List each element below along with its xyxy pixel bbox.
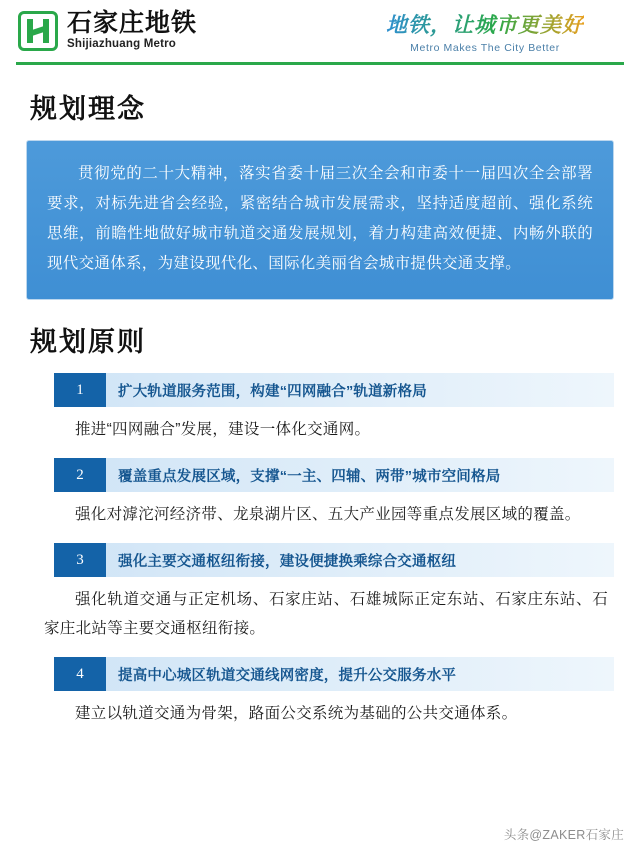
principle-item — [26, 458, 614, 529]
slogan-cn: 地铁，让城市更美好 — [386, 9, 584, 39]
principle-body: 强化对滹沱河经济带、龙泉湖片区、五大产业园等重点发展区域的覆盖。 — [75, 506, 581, 523]
principle-number: 1 — [54, 373, 106, 407]
section-title-principles: 规划原则 — [30, 327, 146, 357]
page-header — [0, 0, 640, 62]
section-title-concept: 规划理念 — [30, 94, 146, 124]
principle-heading: 扩大轨道服务范围，构建“四网融合”轨道新格局 — [118, 383, 427, 400]
principle-heading: 提高中心城区轨道交通线网密度，提升公交服务水平 — [118, 667, 457, 684]
logo-bar — [27, 24, 49, 37]
principle-number: 3 — [54, 543, 106, 577]
principle-item — [26, 373, 614, 444]
principle-heading: 强化主要交通枢纽衔接，建设便捷换乘综合交通枢纽 — [118, 553, 457, 570]
shijiazhuang-metro-logo-icon — [18, 11, 58, 51]
principles-list — [26, 373, 614, 728]
brand-text — [67, 11, 197, 51]
concept-box — [26, 140, 614, 300]
principle-header-bar — [54, 657, 614, 691]
brand-name-cn: 石家庄地铁 — [67, 9, 198, 38]
slogan-en: Metro Makes The City Better — [410, 41, 560, 54]
principle-item — [26, 543, 614, 643]
principle-item — [26, 657, 614, 728]
principle-body: 推进“四网融合”发展，建设一体化交通网。 — [75, 421, 371, 438]
principle-heading: 覆盖重点发展区域，支撑“一主、四辅、两带”城市空间格局 — [118, 468, 501, 485]
principle-number: 2 — [54, 458, 106, 492]
principle-header-bar — [54, 373, 614, 407]
concept-text: 贯彻党的二十大精神，落实省委十届三次全会和市委十一届四次全会部署要求，对标先进省会经验，紧密结合城市发展需求，坚持适度超前、强化系统思维，前瞻性地做好城市轨道交通发展规划，着力构建高效便捷、内畅外联的现代交通体系，为建设现代化、国际化美丽省会城市提供交通支撑。 — [47, 165, 593, 272]
principle-number: 4 — [54, 657, 106, 691]
principle-body: 强化轨道交通与正定机场、石家庄站、石雄城际正定东站、石家庄东站、石家庄北站等主要交通枢纽衔接。 — [44, 591, 608, 637]
brand — [18, 11, 197, 51]
brand-name-en: Shijiazhuang Metro — [67, 38, 177, 51]
watermark: 头条@ZAKER石家庄 — [503, 828, 624, 842]
principle-body: 建立以轨道交通为骨架，路面公交系统为基础的公共交通体系。 — [75, 705, 518, 722]
principle-header-bar — [54, 543, 614, 577]
slogan — [386, 9, 622, 54]
header-divider — [16, 62, 624, 65]
principle-header-bar — [54, 458, 614, 492]
